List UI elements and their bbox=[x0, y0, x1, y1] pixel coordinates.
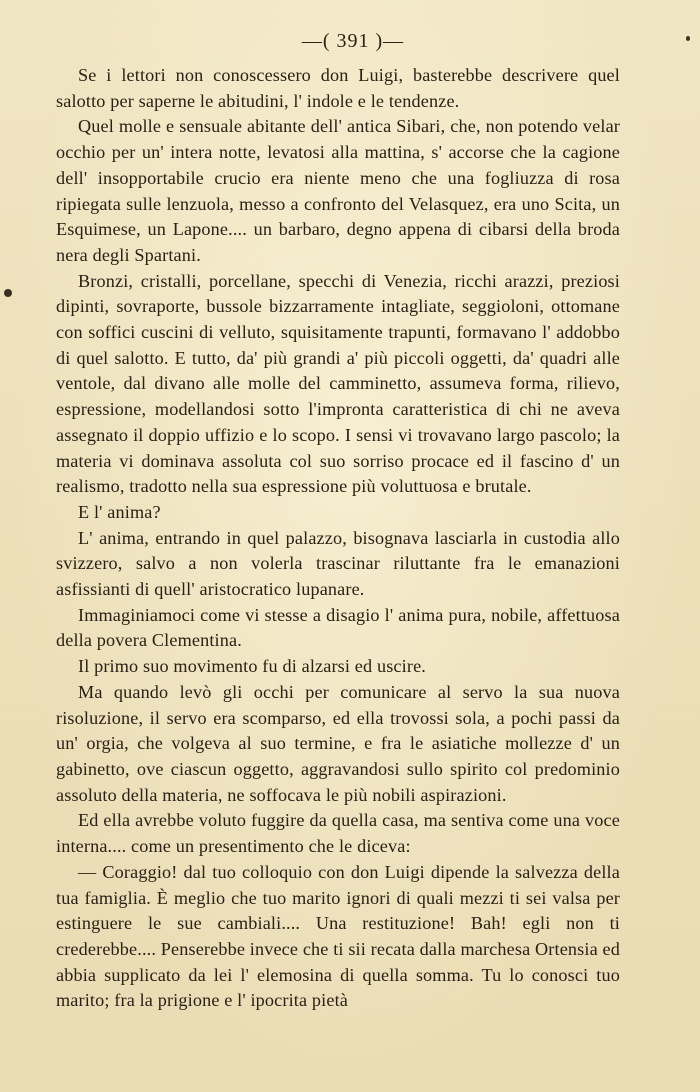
paragraph: Quel molle e sensuale abitante dell' antica Sibari, che, non potendo velar occhio per un' intera notte, levatosi alla mattina, s' accorse che la cagione dell' insopportabile crucio era niente meno che una fogliuzza di rosa ripiegata sulle lenzuola, messo a confronto del Velasquez, era uno Scita, un Esquimese, un Lapone.... un barbaro, degno appena di cibarsi della broda nera degli Spartani. bbox=[56, 116, 620, 265]
ink-spot bbox=[686, 36, 690, 41]
body-text bbox=[56, 63, 620, 1014]
paragraph: Il primo suo movimento fu di alzarsi ed uscire. bbox=[78, 656, 426, 677]
paragraph: Bronzi, cristalli, porcellane, specchi di Venezia, ricchi arazzi, preziosi dipinti, sovraporte, bussole bizzarramente intagliate, seggioloni, ottomane con soffici cuscini di velluto, squisitamente trapunti, formavano l' addobbo di quel salotto. E tutto, da' più grandi a' più piccoli oggetti, da' quadri alle ventole, dal divano alle molle del camminetto, assumeva forma, rilievo, espressione, modellandosi sotto l'impronta caratteristica di chi ne aveva assegnato il doppio uffizio e lo scopo. I sensi vi trovavano largo pascolo; la materia vi dominava assoluta col suo sorriso procace ed il fascino d' un realismo, tradotto nella sua espressione più voluttuosa e brutale. bbox=[56, 270, 620, 497]
paragraph: L' anima, entrando in quel palazzo, bisognava lasciarla in custodia allo svizzero, salvo a non volerla trascinar riluttante fra le emanazioni asfissianti di quell' aristocratico lupanare. bbox=[56, 527, 620, 600]
paragraph: Se i lettori non conoscessero don Luigi, basterebbe descrivere quel salotto per saperne le abitudini, l' indole e le tendenze. bbox=[56, 65, 620, 111]
paragraph: E l' anima? bbox=[78, 501, 161, 522]
page-number: —( 391 )— bbox=[301, 30, 405, 52]
paragraph: Ma quando levò gli occhi per comunicare al servo la sua nuova risoluzione, il servo era scomparso, ed ella trovossi sola, a pochi passi da un' orgia, che volgeva al suo termine, e fra le asiatiche mollezze d' un gabinetto, ove ciascun oggetto, aggravandosi sullo spirito col predominio assoluto della materia, ne soffocava le più nobili aspirazioni. bbox=[56, 681, 620, 805]
paragraph: Immaginiamoci come vi stesse a disagio l' anima pura, nobile, affettuosa della povera Clementina. bbox=[56, 604, 620, 651]
ink-spot bbox=[4, 289, 12, 297]
paragraph: — Coraggio! dal tuo colloquio con don Luigi dipende la salvezza della tua famiglia. È meglio che tuo marito ignori di quali mezzi ti sei valsa per estinguere le sue cambiali.... Una restituzione! Bah! egli non ti crederebbe.... Penserebbe invece che ti sii recata dalla marchesa Ortensia ed abbia supplicato da lei l' elemosina di quella somma. Tu lo conosci tuo marito; fra la prigione e l' ipocrita pietà bbox=[56, 861, 620, 1011]
paragraph: Ed ella avrebbe voluto fuggire da quella casa, ma sentiva come una voce interna.... come un presentimento che le diceva: bbox=[56, 810, 620, 857]
